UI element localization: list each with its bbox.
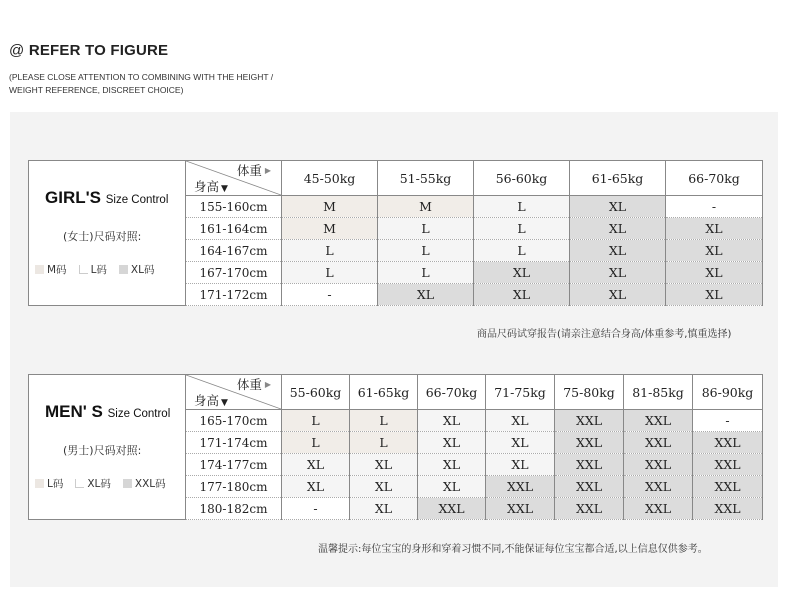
girls-height-value: 164-167cm (186, 240, 282, 262)
triangle-down-icon: ▼ (221, 398, 228, 408)
mens-legend-cell (29, 375, 186, 520)
girls-legend-swatch-xl (119, 265, 128, 274)
mens-size-cell: L (282, 410, 350, 432)
mens-size-cell: XXL (624, 454, 693, 476)
girls-size-cell: XL (570, 218, 666, 240)
mens-size-cell: XXL (693, 498, 763, 520)
mens-size-cell: XL (282, 476, 350, 498)
girls-size-cell: XL (666, 262, 763, 284)
girls-legend-label: M码 (47, 264, 67, 276)
mens-corner-header (186, 375, 282, 410)
page-subtitle (9, 71, 329, 97)
mens-title-bold: MEN' S (45, 402, 103, 421)
mens-size-cell: XXL (624, 432, 693, 454)
mens-legend-label: XXL码 (134, 478, 166, 490)
girls-size-cell: XL (570, 262, 666, 284)
girls-size-cell: - (666, 196, 763, 218)
girls-height-value: 171-172cm (186, 284, 282, 306)
girls-height-value: 167-170cm (186, 262, 282, 284)
girls-title-small: Size Control (105, 194, 169, 206)
girls-size-cell: XL (474, 262, 570, 284)
girls-size-cell: L (474, 240, 570, 262)
mens-size-cell: XXL (624, 410, 693, 432)
girls-weight-header: 56-60kg (474, 161, 570, 196)
mens-legend-label: XL码 (87, 478, 111, 490)
mens-size-cell: XL (486, 454, 555, 476)
girls-legend-label: L码 (90, 264, 107, 276)
mens-legend-swatch-xl (123, 479, 132, 488)
mens-size-cell: XXL (555, 454, 624, 476)
girls-weight-header: 61-65kg (570, 161, 666, 196)
triangle-right-icon: ▶ (264, 166, 271, 175)
mens-size-cell: XL (418, 476, 486, 498)
girls-size-cell: XL (570, 284, 666, 306)
girls-size-cell: L (474, 196, 570, 218)
mens-size-cell: L (282, 432, 350, 454)
mens-height-value: 174-177cm (186, 454, 282, 476)
mens-size-cell: XL (418, 454, 486, 476)
mens-title (45, 402, 170, 422)
mens-size-cell: XXL (624, 498, 693, 520)
girls-size-cell: L (282, 240, 378, 262)
girls-size-cell: XL (570, 196, 666, 218)
title-text: REFER TO FIGURE (28, 42, 169, 59)
mens-weight-header: 75-80kg (555, 375, 624, 410)
mens-height-value: 171-174cm (186, 432, 282, 454)
girls-size-cell: L (474, 218, 570, 240)
mens-weight-header: 71-75kg (486, 375, 555, 410)
girls-legend-cell (29, 161, 186, 306)
girls-height-value: 155-160cm (186, 196, 282, 218)
girls-size-cell: L (378, 262, 474, 284)
mens-weight-header: 66-70kg (418, 375, 486, 410)
mens-size-cell: - (693, 410, 763, 432)
mens-height-value: 177-180cm (186, 476, 282, 498)
mens-size-cell: - (282, 498, 350, 520)
triangle-down-icon: ▼ (221, 184, 228, 194)
girls-size-cell: M (282, 218, 378, 240)
girls-size-cell: M (282, 196, 378, 218)
mens-weight-header: 55-60kg (282, 375, 350, 410)
girls-weight-header: 66-70kg (666, 161, 763, 196)
mens-size-cell: XL (350, 476, 418, 498)
girls-cn-label: (女士)尺码对照: (63, 230, 142, 243)
mens-height-value: 180-182cm (186, 498, 282, 520)
girls-note: 商品尺码试穿报告(请亲注意结合身高/体重参考,慎重选择) (477, 329, 732, 340)
subtitle-line-2: WEIGHT REFERENCE, DISCREET CHOICE) (9, 85, 184, 95)
mens-size-cell: XL (486, 410, 555, 432)
mens-size-cell: XL (350, 454, 418, 476)
at-symbol: @ (9, 42, 25, 59)
girls-size-table (28, 160, 763, 306)
girls-weight-header: 51-55kg (378, 161, 474, 196)
mens-size-cell: XXL (624, 476, 693, 498)
mens-size-cell: L (350, 432, 418, 454)
girls-weight-header: 45-50kg (282, 161, 378, 196)
mens-legend-swatch-m (35, 479, 44, 488)
mens-size-cell: XXL (555, 498, 624, 520)
girls-size-cell: L (282, 262, 378, 284)
mens-note: 温馨提示:每位宝宝的身形和穿着习惯不同,不能保证每位宝宝都合适,以上信息仅供参考。 (318, 544, 708, 555)
mens-legend (33, 476, 166, 491)
mens-size-table (28, 374, 763, 520)
subtitle-line-1: (PLEASE CLOSE ATTENTION TO COMBINING WITH THE HEIGHT / (9, 72, 274, 82)
girls-corner-header (186, 161, 282, 196)
triangle-right-icon: ▶ (264, 380, 271, 389)
girls-legend-swatch-m (35, 265, 44, 274)
girls-height-value: 161-164cm (186, 218, 282, 240)
mens-weight-header: 81-85kg (624, 375, 693, 410)
page-title (9, 42, 168, 59)
mens-weight-label: 体重 ▶ (236, 377, 271, 392)
girls-size-cell: XL (666, 218, 763, 240)
mens-size-cell: XXL (555, 432, 624, 454)
girls-title-bold: GIRL'S (45, 188, 101, 207)
mens-height-value: 165-170cm (186, 410, 282, 432)
mens-size-cell: XL (350, 498, 418, 520)
girls-size-cell: - (282, 284, 378, 306)
mens-size-cell: XL (418, 410, 486, 432)
mens-size-cell: XXL (693, 476, 763, 498)
mens-size-cell: XXL (693, 432, 763, 454)
mens-legend-swatch-l (75, 479, 84, 488)
girls-size-cell: XL (474, 284, 570, 306)
mens-size-cell: XXL (486, 476, 555, 498)
girls-size-cell: M (378, 196, 474, 218)
mens-size-cell: XL (282, 454, 350, 476)
mens-cn-label: (男士)尺码对照: (63, 444, 142, 457)
mens-size-cell: XXL (555, 410, 624, 432)
mens-size-cell: XL (418, 432, 486, 454)
mens-size-cell: XXL (486, 498, 555, 520)
mens-weight-header: 61-65kg (350, 375, 418, 410)
girls-size-cell: L (378, 218, 474, 240)
mens-size-cell: XXL (693, 454, 763, 476)
mens-weight-header: 86-90kg (693, 375, 763, 410)
girls-weight-label: 体重 ▶ (236, 163, 271, 178)
girls-height-label: 身高 ▼ (194, 179, 228, 194)
girls-legend (33, 262, 154, 277)
mens-size-cell: L (350, 410, 418, 432)
girls-size-cell: XL (666, 284, 763, 306)
girls-size-cell: XL (570, 240, 666, 262)
girls-legend-label: XL码 (130, 264, 155, 276)
girls-size-cell: L (378, 240, 474, 262)
girls-size-cell: XL (666, 240, 763, 262)
girls-title (45, 188, 168, 208)
mens-size-cell: XL (486, 432, 555, 454)
mens-size-cell: XXL (555, 476, 624, 498)
girls-legend-swatch-l (79, 265, 88, 274)
mens-legend-label: L码 (47, 478, 64, 490)
mens-size-cell: XXL (418, 498, 486, 520)
mens-title-small: Size Control (107, 408, 171, 420)
mens-height-label: 身高 ▼ (194, 393, 228, 408)
girls-size-cell: XL (378, 284, 474, 306)
